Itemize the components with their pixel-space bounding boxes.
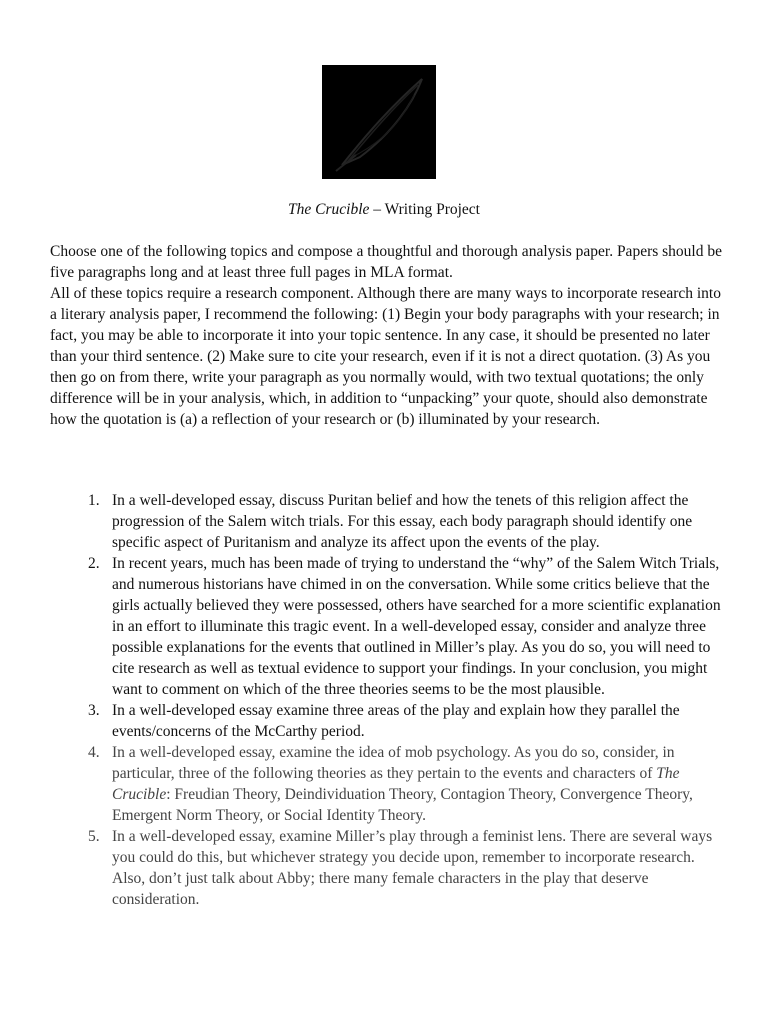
intro-paragraph-1: Choose one of the following topics and compose a thoughtful and thorough analysis paper. Papers should be five paragraphs long and at least three full pages in MLA format. <box>50 243 722 281</box>
list-item <box>50 553 730 700</box>
list-item-number: 2. <box>88 555 100 572</box>
list-item-text: In a well-developed essay, discuss Puritan belief and how the tenets of this religion affect the progression of the Salem witch trials. For this essay, each body paragraph should identify one specific aspect of Puritanism and analyze its affect upon the events of the play. <box>112 492 693 551</box>
document-title <box>0 199 768 221</box>
list-item <box>50 490 730 553</box>
list-item <box>50 742 730 826</box>
list-item-number: 5. <box>88 828 100 845</box>
list-item-number: 3. <box>88 702 100 719</box>
title-rest: – Writing Project <box>369 201 480 218</box>
list-item-number: 4. <box>88 744 100 761</box>
list-item-text: In a well-developed essay examine three areas of the play and explain how they parallel the events/concerns of the McCarthy period. <box>112 702 680 740</box>
intro-paragraph-2: All of these topics require a research component. Although there are many ways to incorporate research into a literary analysis paper, I recommend the following: (1) Begin your body paragraphs with your research; in fact, you may be able to incorporate it into your topic sentence. In any case, it should be presented no later than your third sentence. (2) Make sure to cite your research, even if it is not a direct quotation. (3) As you then go on from there, write your paragraph as you normally would, with two textual quotations; the only difference will be in your analysis, which, in addition to “unpacking” your quote, should also demonstrate how the quotation is (a) a reflection of your research or (b) illuminated by your research. <box>50 285 721 428</box>
list-item-text: In a well-developed essay, examine Miller’s play through a feminist lens. There are several ways you could do this, but whichever strategy you decide upon, remember to incorporate research. Also, don’t just talk about Abby; there many female characters in the play that deserve consideration. <box>112 828 713 908</box>
intro-section <box>50 241 730 430</box>
list-item <box>50 700 730 742</box>
title-italic: The Crucible <box>288 201 370 218</box>
topic-list <box>50 490 730 910</box>
list-item-text: In recent years, much has been made of trying to understand the “why” of the Salem Witch Trials, and numerous historians have chimed in on the conversation. While some critics believe that the girls actually believed they were possessed, others have searched for a more scientific explanation in an effort to illuminate this tragic event. In a well-developed essay, consider and analyze three possible explanations for the events that outlined in Miller’s play. As you do so, you will need to cite research as well as textual evidence to support your findings. In your conclusion, you might want to comment on which of the three theories seems to be the most plausible. <box>112 555 721 698</box>
list-item <box>50 826 730 910</box>
list-item-text-before: In a well-developed essay, examine the idea of mob psychology. As you do so, consider, in particular, three of the following theories as they pertain to the events and characters of <box>112 744 675 782</box>
quill-feather-icon <box>322 65 436 179</box>
list-item-text-after: : Freudian Theory, Deindividuation Theory, Contagion Theory, Convergence Theory, Emergent Norm Theory, or Social Identity Theory. <box>112 786 693 824</box>
list-item-number: 1. <box>88 492 100 509</box>
list-item-text-italic: The Crucible <box>112 765 680 803</box>
